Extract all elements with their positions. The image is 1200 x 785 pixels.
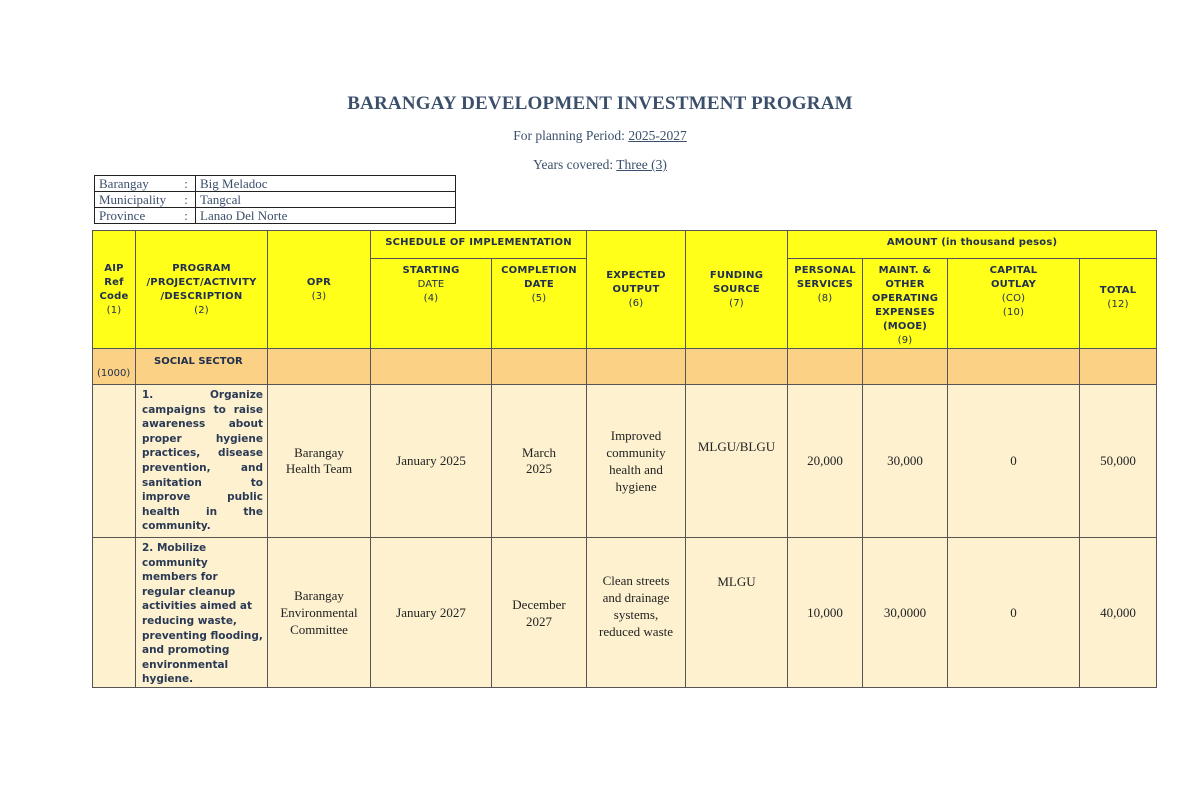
- section-empty-cell: [371, 349, 492, 385]
- section-empty-cell: [948, 349, 1080, 385]
- header-starting: [371, 259, 492, 349]
- header-opr-l1: OPR: [306, 276, 332, 288]
- header-ps: [788, 259, 863, 349]
- info-value: Big Meladoc: [196, 176, 456, 192]
- row-output-l4: reduced waste: [599, 624, 674, 639]
- row-description: 2. Mobilize community members for regular cleanup activities aimed at reducing waste, preventing flooding, and promoting environmental hygiene.: [136, 538, 268, 688]
- page-title: BARANGAY DEVELOPMENT INVESTMENT PROGRAM: [347, 93, 853, 114]
- row-output-l3: systems,: [613, 607, 659, 622]
- header-total: [1080, 259, 1157, 349]
- row-opr-l3: Committee: [290, 622, 348, 637]
- row-opr-l2: Health Team: [285, 461, 353, 476]
- row-end-date: [492, 385, 587, 538]
- header-completion: [492, 259, 587, 349]
- header-starting-l1: STARTING: [402, 265, 460, 276]
- header-ps-l3: (8): [817, 293, 833, 304]
- years-covered-value: Three (3): [616, 157, 667, 172]
- row-output-l4: hygiene: [615, 479, 657, 494]
- header-ps-l1: PERSONAL: [794, 265, 856, 276]
- header-output: [587, 231, 686, 349]
- section-empty-cell: [492, 349, 587, 385]
- row-total: 40,000: [1080, 538, 1157, 688]
- row-ps: 20,000: [788, 385, 863, 538]
- row-opr-l1: Barangay: [294, 588, 344, 603]
- row-co: 0: [948, 385, 1080, 538]
- section-empty-cell: [788, 349, 863, 385]
- section-label-cell: [136, 349, 268, 385]
- info-row-municipality: [95, 192, 456, 208]
- planning-period: [0, 128, 1200, 144]
- row-mooe: 30,000: [863, 385, 948, 538]
- row-end-date-l2: 2027: [526, 613, 552, 629]
- years-covered: [0, 157, 1200, 173]
- header-co: [948, 259, 1080, 349]
- header-program: [136, 231, 268, 349]
- row-funding: MLGU: [686, 538, 788, 688]
- row-end-date-l2: 2025: [526, 461, 552, 476]
- header-funding-l2: SOURCE: [713, 283, 760, 295]
- row-output: [587, 538, 686, 688]
- info-label: Province: [95, 208, 182, 224]
- header-row-1: [93, 231, 1157, 259]
- section-empty-cell: [1080, 349, 1157, 385]
- header-total-l2: (12): [1107, 299, 1129, 310]
- table-row: [93, 385, 1157, 538]
- header-aip-l4: (1): [106, 304, 122, 316]
- header-mooe-l5: (MOOE): [882, 321, 928, 332]
- row-output-l2: community: [606, 445, 666, 460]
- header-mooe-l6: (9): [897, 335, 913, 346]
- row-opr-l1: Barangay: [294, 445, 344, 460]
- row-output: [587, 385, 686, 538]
- header-completion-l3: (5): [531, 293, 547, 304]
- info-row-barangay: [95, 176, 456, 192]
- info-value: Lanao Del Norte: [196, 208, 456, 224]
- header-co-l3: (CO): [1001, 293, 1026, 304]
- row-end-date-l1: December: [512, 596, 566, 612]
- row-end-date: [492, 538, 587, 688]
- header-amount: AMOUNT (in thousand pesos): [788, 231, 1157, 259]
- header-output-l2: OUTPUT: [612, 283, 660, 295]
- row-opr-l2: Environmental: [280, 605, 358, 620]
- investment-program-table: [92, 230, 1157, 688]
- header-output-l1: EXPECTED: [606, 269, 666, 281]
- row-opr: [268, 385, 371, 538]
- section-code-cell: [93, 349, 136, 385]
- planning-period-value: 2025-2027: [628, 128, 687, 143]
- info-colon: :: [181, 176, 196, 192]
- section-empty-cell: [686, 349, 788, 385]
- info-value: Tangcal: [196, 192, 456, 208]
- header-aip-l1: AIP: [104, 262, 124, 274]
- info-label: Municipality: [95, 192, 182, 208]
- header-aip-l2: Ref: [104, 276, 124, 288]
- header-co-l4: (10): [1002, 307, 1025, 318]
- section-label: SOCIAL SECTOR: [154, 356, 243, 367]
- section-empty-cell: [587, 349, 686, 385]
- header-total-l1: TOTAL: [1099, 285, 1137, 296]
- header-completion-l1: COMPLETION: [501, 265, 577, 276]
- header-program-l2: /PROJECT/ACTIVITY: [146, 276, 257, 288]
- header-co-l1: CAPITAL: [989, 265, 1038, 276]
- header-program-l1: PROGRAM: [172, 262, 231, 274]
- header-mooe-l1: MAINT. &: [878, 265, 932, 276]
- header-mooe-l3: OPERATING: [871, 293, 939, 304]
- header-starting-l2: DATE: [417, 279, 445, 290]
- location-info-table: [94, 175, 456, 224]
- row-start-date: January 2025: [371, 385, 492, 538]
- row-output-l3: health and: [609, 462, 663, 477]
- header-schedule: SCHEDULE OF IMPLEMENTATION: [371, 231, 587, 259]
- header-funding-l3: (7): [729, 297, 744, 309]
- row-ps: 10,000: [788, 538, 863, 688]
- row-co: 0: [948, 538, 1080, 688]
- header-aip-l3: Code: [99, 290, 129, 302]
- row-output-l1: Improved: [610, 428, 662, 443]
- section-code: (1000): [97, 368, 131, 379]
- row-code-cell: [93, 385, 136, 538]
- row-start-date: January 2027: [371, 538, 492, 688]
- header-mooe-l2: OTHER: [885, 279, 925, 290]
- header-funding: [686, 231, 788, 349]
- info-colon: :: [181, 192, 196, 208]
- header-starting-l3: (4): [423, 293, 439, 304]
- section-empty-cell: [268, 349, 371, 385]
- row-total: 50,000: [1080, 385, 1157, 538]
- header-mooe-l4: EXPENSES: [875, 307, 935, 318]
- table-row: [93, 538, 1157, 688]
- header-program-l3: /DESCRIPTION: [160, 290, 243, 302]
- row-output-l2: and drainage: [602, 590, 670, 605]
- row-output-l1: Clean streets: [602, 573, 670, 588]
- planning-period-label: For planning Period:: [513, 128, 629, 143]
- header-opr-l2: (3): [311, 290, 327, 302]
- years-covered-label: Years covered:: [533, 157, 617, 172]
- row-end-date-l1: March: [522, 445, 556, 460]
- section-empty-cell: [863, 349, 948, 385]
- header-mooe: [863, 259, 948, 349]
- header-opr: [268, 231, 371, 349]
- header-program-l4: (2): [194, 304, 209, 316]
- header-output-l3: (6): [628, 297, 644, 309]
- info-label: Barangay: [95, 176, 182, 192]
- row-mooe: 30,0000: [863, 538, 948, 688]
- row-funding: MLGU/BLGU: [686, 385, 788, 538]
- info-row-province: [95, 208, 456, 224]
- row-opr: [268, 538, 371, 688]
- header-funding-l1: FUNDING: [709, 269, 764, 281]
- row-code-cell: [93, 538, 136, 688]
- header-ps-l2: SERVICES: [796, 279, 854, 290]
- header-completion-l2: DATE: [524, 279, 554, 290]
- header-co-l2: OUTLAY: [990, 279, 1037, 290]
- section-row-social: [93, 349, 1157, 385]
- row-description: 1. Organize campaigns to raise awareness about proper hygiene practices, disease prevention, and sanitation to improve public health in the community.: [136, 385, 268, 538]
- header-aip: [93, 231, 136, 349]
- info-colon: :: [181, 208, 196, 224]
